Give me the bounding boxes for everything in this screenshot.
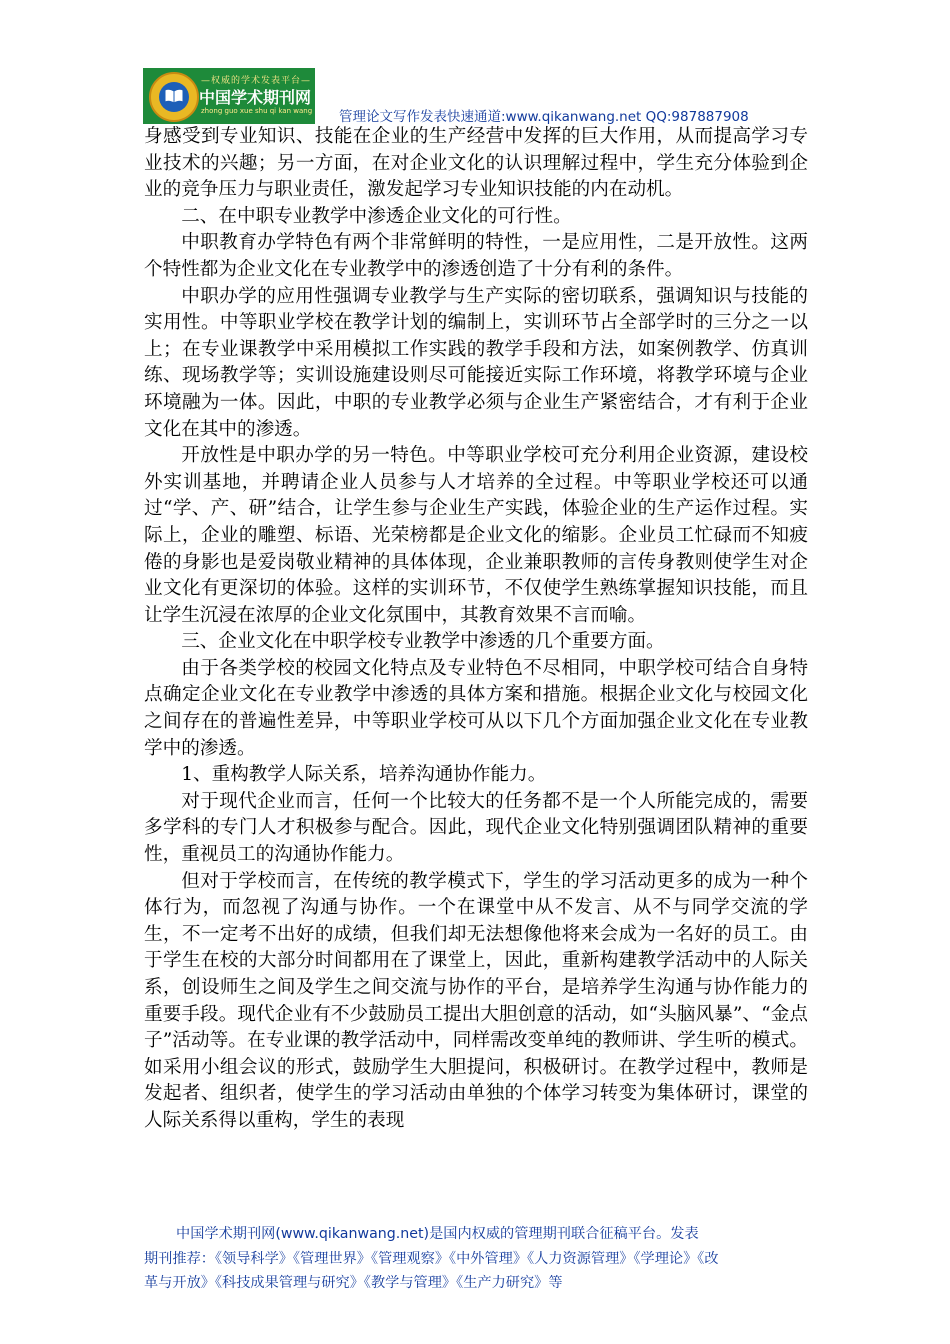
book-emblem-icon [149, 72, 199, 122]
logo-slogan: —权威的学术发表平台— [201, 76, 312, 86]
section-heading: 二、在中职专业教学中渗透企业文化的可行性。 [181, 205, 572, 227]
paragraph: 但对于学校而言，在传统的教学模式下，学生的学习活动更多的成为一种个体行为，而忽视了沟通与协作。一个在课堂中从不发言、从不与同学交流的学生，不一定考不出好的成绩，但我们却无法想像他将来会成为一名好的员工。由于学生在校的大部分时间都用在了课堂上，因此，重新构建教学活动中的人际关系，创设师生之间及学生之间交流与协作的平台，是培养学生沟通与协作能力的重要手段。现代企业有不少鼓励员工提出大胆创意的活动，如“头脑风暴”、“金点子”活动等。在专业课的教学活动中，同样需改变单纯的教师讲、学生听的模式。如采用小组会议的形式，鼓励学生大胆提问，积极研讨。在教学过程中，教师是发起者、组织者，使学生的学习活动由单独的个体学习转变为集体研讨，课堂的人际关系得以重构，学生的表现 [144, 870, 808, 1131]
paragraph: 身感受到专业知识、技能在企业的生产经营中发挥的巨大作用，从而提高学习专业技术的兴趣；另一方面，在对企业文化的认识理解过程中，学生充分体验到企业的竞争压力与职业责任，激发起学习专业知识技能的内在动机。 [144, 126, 808, 201]
paragraph: 对于现代企业而言，任何一个比较大的任务都不是一个人所能完成的，需要多学科的专门人才积极参与配合。因此，现代企业文化特别强调团队精神的重要性，重视员工的沟通协作能力。 [144, 790, 808, 866]
footer-line[interactable]: 中国学术期刊网(www.qikanwang.net)是国内权威的管理期刊联合征稿平台。发表 [176, 1226, 699, 1242]
site-logo [143, 68, 315, 124]
subsection-heading: 1、重构教学人际关系，培养沟通协作能力。 [181, 764, 547, 786]
paragraph: 中职办学的应用性强调专业教学与生产实际的密切联系，强调知识与技能的实用性。中等职业学校在教学计划的编制上，实训环节占全部学时的三分之一以上；在专业课教学中采用模拟工作实践的教学手段和方法，如案例教学、仿真训练、现场教学等；实训设施建设则尽可能接近实际工作环境，将教学环境与企业环境融为一体。因此，中职的专业教学必须与企业生产紧密结合，才有利于企业文化在其中的渗透。 [144, 285, 808, 440]
footer-line: 期刊推荐：《领导科学》《管理世界》《管理观察》《中外管理》《人力资源管理》《学理论》《改 [144, 1250, 719, 1267]
paragraph: 由于各类学校的校园文化特点及专业特色不尽相同，中职学校可结合自身特点确定企业文化在专业教学中渗透的具体方案和措施。根据企业文化与校园文化之间存在的普遍性差异，中等职业学校可从以下几个方面加强企业文化在专业教学中的渗透。 [144, 657, 808, 759]
logo-pinyin: zhong guo xue shu qi kan wang [201, 107, 313, 115]
logo-name: 中国学术期刊网 [199, 88, 312, 107]
paragraph: 中职教育办学特色有两个非常鲜明的特性，一是应用性，二是开放性。这两个特性都为企业文化在专业教学中的渗透创造了十分有利的条件。 [144, 232, 808, 280]
footer-line: 革与开放》《科技成果管理与研究》《教学与管理》《生产力研究》等 [144, 1275, 563, 1291]
section-heading: 三、企业文化在中职学校专业教学中渗透的几个重要方面。 [181, 631, 665, 653]
footer-promo [144, 1222, 824, 1296]
paragraph: 开放性是中职办学的另一特色。中等职业学校可充分利用企业资源，建设校外实训基地，并聘请企业人员参与人才培养的全过程。中等职业学校还可以通过“学、产、研”结合，让学生参与企业生产实践，体验企业的生产运作过程。实际上，企业的雕塑、标语、光荣榜都是企业文化的缩影。企业员工忙碌而不知疲倦的身影也是爱岗敬业精神的具体体现，企业兼职教师的言传身教则使学生对企业文化有更深切的体验。这样的实训环节，不仅使学生熟练掌握知识技能，而且让学生沉浸在浓厚的企业文化氛围中，其教育效果不言而喻。 [144, 445, 808, 626]
header-submission-link[interactable]: 管理论文写作发表快速通道:www.qikanwang.net QQ:987887908 [339, 109, 749, 125]
article-body [144, 124, 808, 1135]
